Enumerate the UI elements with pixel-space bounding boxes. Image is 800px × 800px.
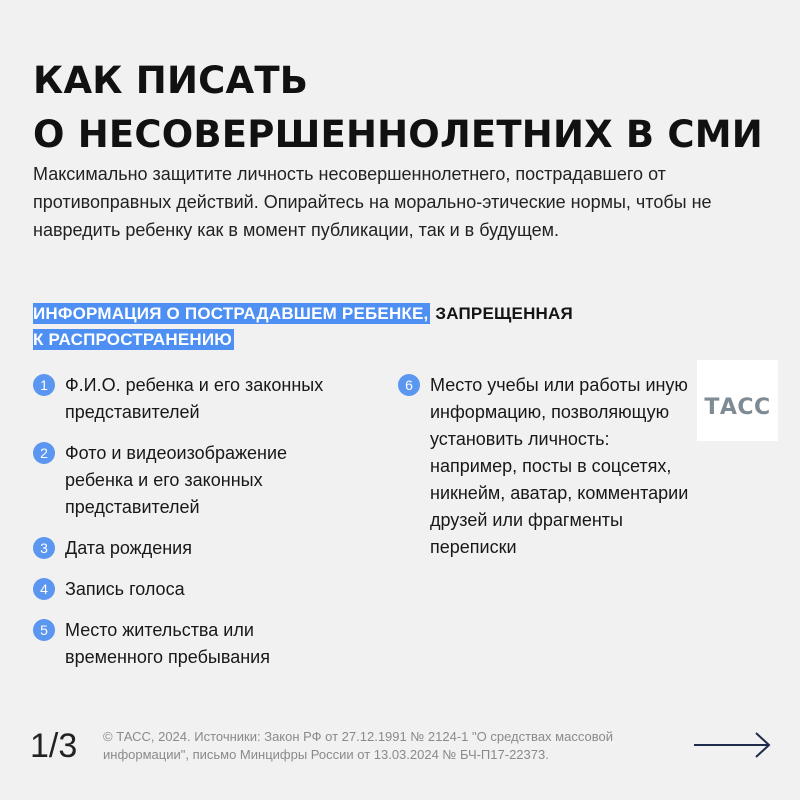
number-badge: 2 (33, 442, 55, 464)
tass-logo (697, 360, 778, 441)
list-left-column (33, 372, 373, 685)
list-item (33, 535, 373, 562)
page-counter: 1/3 (30, 727, 78, 765)
tass-logo-text: ТАСС (704, 395, 771, 420)
list-item (33, 372, 373, 426)
list-item-text: Ф.И.О. ребенка и его законных представителей (65, 375, 324, 422)
list-item-text: Место жительства или временного пребывания (65, 620, 270, 667)
section-heading (33, 301, 733, 353)
number-badge: 5 (33, 619, 55, 641)
list-item-text: Запись голоса (65, 579, 185, 599)
list-item-text: Дата рождения (65, 538, 192, 558)
intro-text: Максимально защитите личность несовершеннолетнего, пострадавшего от противоправных действий. Опирайтесь на морально-этические нормы, чтобы не навредить ребенку как в момент публикации, так и в будущем. (33, 164, 712, 240)
section-heading-highlight: ИНФОРМАЦИЯ О ПОСТРАДАВШЕМ РЕБЕНКЕ, (33, 304, 429, 323)
list-item-text: Место учебы или работы иную информацию, позволяющую установить личность: например, посты в соцсетях, никнейм, аватар, комментарии друзей или фрагменты переписки (430, 375, 689, 557)
page-title (33, 54, 773, 162)
section-heading-line-2: К РАСПРОСТРАНЕНИЮ (33, 330, 233, 349)
number-badge: 1 (33, 374, 55, 396)
number-badge: 3 (33, 537, 55, 559)
page-title-line-2: О НЕСОВЕРШЕННОЛЕТНИХ В СМИ (33, 113, 763, 156)
number-badge: 4 (33, 578, 55, 600)
list-item-text: Фото и видеоизображение ребенка и его законных представителей (65, 443, 288, 517)
arrow-right-icon[interactable] (694, 730, 772, 760)
list-right-column (398, 372, 698, 575)
list-item (33, 617, 373, 671)
page-title-line-1: КАК ПИСАТЬ (33, 59, 309, 102)
footer-sources: © ТАСС, 2024. Источники: Закон РФ от 27.12.1991 № 2124-1 "О средствах массовой информации", письмо Минцифры России от 13.03.2024 № БЧ-П17-22373. (103, 729, 613, 762)
list-item (33, 576, 373, 603)
list-item (398, 372, 698, 561)
list-item (33, 440, 373, 521)
number-badge: 6 (398, 374, 420, 396)
section-heading-rest: ЗАПРЕЩЕННАЯ (435, 304, 573, 323)
